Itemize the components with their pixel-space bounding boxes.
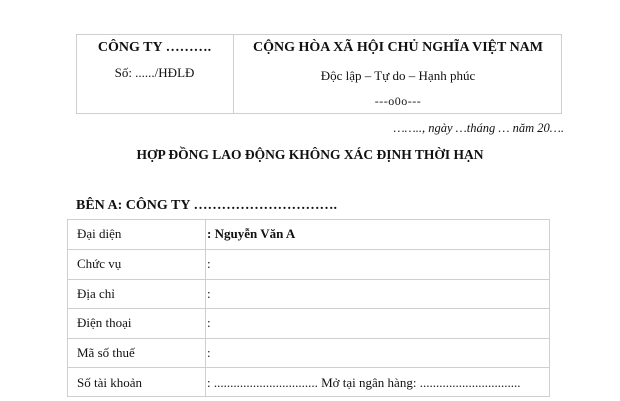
- label-tax-code: Mã số thuế: [77, 345, 135, 360]
- motto-separator: ---o0o---: [374, 94, 422, 108]
- row-divider: [67, 338, 550, 339]
- national-title: CỘNG HÒA XÃ HỘI CHỦ NGHĨA VIỆT NAM: [252, 40, 543, 55]
- value-position: :: [207, 256, 211, 271]
- row-divider: [67, 249, 550, 250]
- party-a-heading: BÊN A: CÔNG TY ………………………….: [76, 198, 337, 213]
- document-title: HỢP ĐỒNG LAO ĐỘNG KHÔNG XÁC ĐỊNH THỜI HẠN: [136, 147, 484, 162]
- value-address: :: [207, 286, 211, 301]
- company-name: CÔNG TY ……….: [97, 40, 212, 55]
- label-position: Chức vụ: [77, 256, 122, 271]
- national-motto: Độc lập – Tự do – Hạnh phúc: [320, 68, 476, 83]
- value-tax-code: :: [207, 345, 211, 360]
- row-divider: [67, 308, 550, 309]
- label-address: Địa chỉ: [77, 286, 115, 301]
- value-representative: : Nguyễn Văn A: [207, 226, 296, 241]
- row-divider: [67, 367, 550, 368]
- label-bank-account: Số tài khoản: [77, 375, 142, 390]
- label-phone: Điện thoại: [77, 315, 132, 330]
- label-representative: Đại diện: [77, 226, 122, 241]
- value-bank-account: : ................................ Mở tại ngân hàng: ...............................: [207, 375, 521, 390]
- row-divider: [67, 279, 550, 280]
- document-number: Số: ....../HĐLĐ: [114, 65, 195, 80]
- value-phone: :: [207, 315, 211, 330]
- date-line: …….., ngày …tháng … năm 20….: [393, 121, 564, 135]
